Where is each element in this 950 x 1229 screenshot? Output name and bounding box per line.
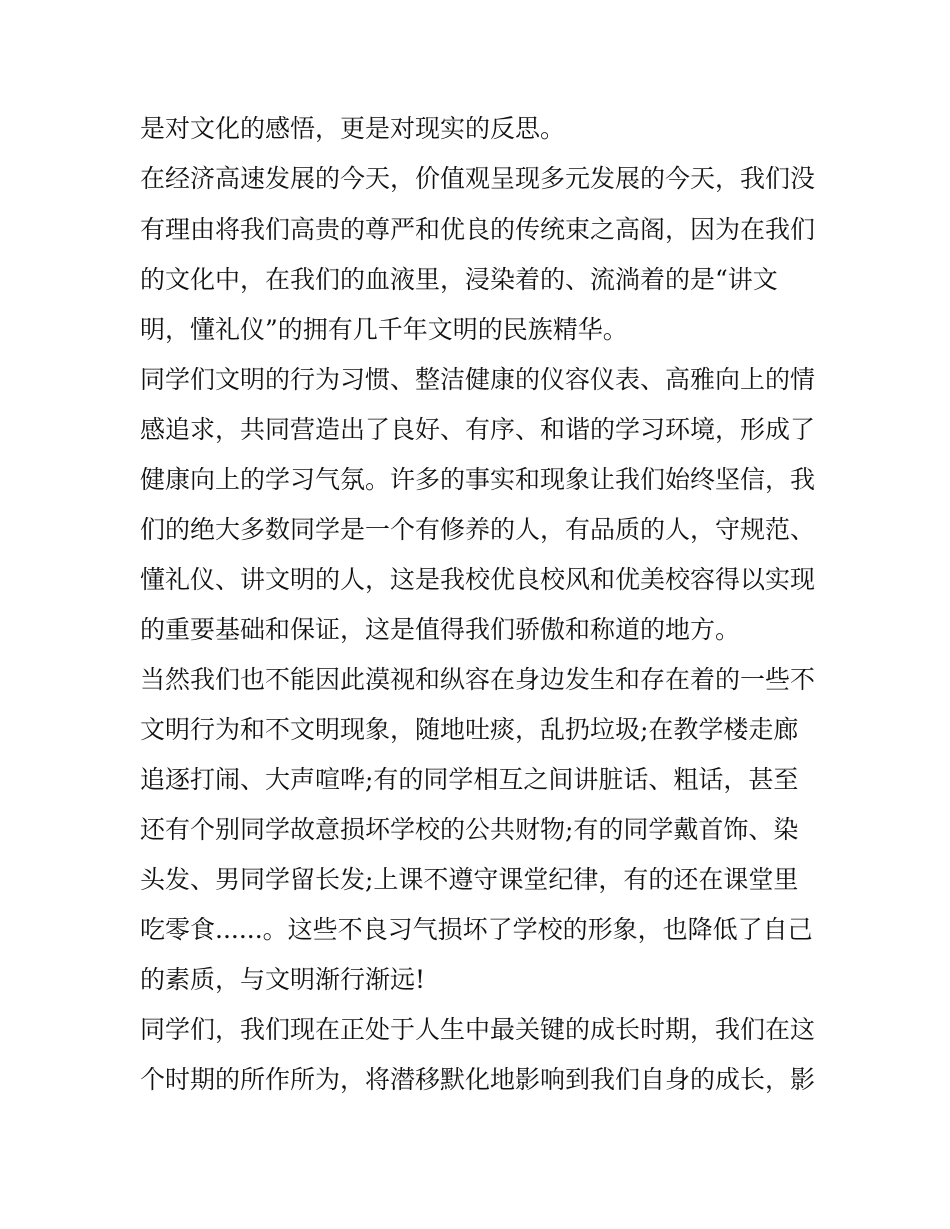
text-line: 在经济高速发展的今天，价值观呈现多元发展的今天，我们没: [140, 164, 816, 193]
text-line: 明，懂礼仪”的拥有几千年文明的民族精华。: [140, 315, 628, 344]
text-line: 的素质，与文明渐行渐远!: [140, 965, 426, 994]
text-line: 还有个别同学故意损坏学校的公共财物;有的同学戴首饰、染: [140, 815, 799, 844]
text-line: 们的绝大多数同学是一个有修养的人，有品质的人，守规范、: [140, 515, 816, 544]
text-line: 同学们，我们现在正处于人生中最关键的成长时期，我们在这: [140, 1015, 816, 1044]
text-line: 头发、男同学留长发;上课不遵守课堂纪律，有的还在课堂里: [140, 865, 799, 894]
text-line: 的文化中，在我们的血液里，浸染着的、流淌着的是“讲文: [140, 265, 778, 294]
text-line: 当然我们也不能因此漠视和纵容在身边发生和存在着的一些不: [140, 665, 816, 694]
text-line: 是对文化的感悟，更是对现实的反思。: [140, 114, 566, 143]
text-line: 感追求，共同营造出了良好、有序、和谐的学习环境，形成了: [140, 415, 816, 444]
text-line: 吃零食......。这些不良习气损坏了学校的形象，也降低了自己: [140, 915, 813, 944]
text-line: 同学们文明的行为习惯、整洁健康的仪容仪表、高雅向上的情: [140, 365, 816, 394]
text-line: 有理由将我们高贵的尊严和优良的传统束之高阁，因为在我们: [140, 215, 816, 244]
text-line: 健康向上的学习气氛。许多的事实和现象让我们始终坚信，我: [140, 465, 816, 494]
text-line: 懂礼仪、讲文明的人，这是我校优良校风和优美校容得以实现: [140, 565, 816, 594]
text-line: 的重要基础和保证，这是值得我们骄傲和称道的地方。: [140, 615, 741, 644]
text-line: 个时期的所作所为，将潜移默化地影响到我们自身的成长，影: [140, 1065, 816, 1094]
text-line: 追逐打闹、大声喧哗;有的同学相互之间讲脏话、粗话，甚至: [140, 765, 799, 794]
text-line: 文明行为和不文明现象，随地吐痰，乱扔垃圾;在教学楼走廊: [140, 715, 799, 744]
